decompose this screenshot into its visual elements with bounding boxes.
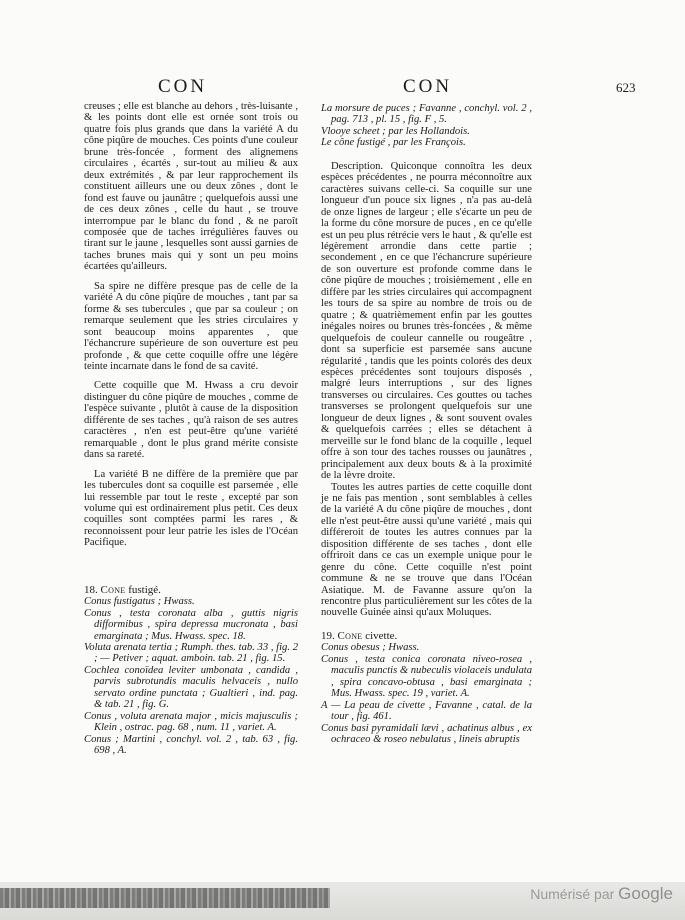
google-logo-text: Google <box>618 884 673 903</box>
synonym-line: Vlooye scheet ; par les Hollandois. <box>321 125 470 137</box>
synonym-line: Conus , voluta arenata major , micis majusculis ; Klein , ostrac. pag. 68 , num. 11 , variet. A. <box>84 710 298 734</box>
digitization-watermark <box>530 884 673 904</box>
entry-genus: Cone <box>100 583 126 596</box>
watermark-prefix: Numérisé par <box>530 886 615 902</box>
entry-title-18 <box>84 585 298 596</box>
paragraph: Cette coquille que M. Hwass a cru devoir distinguer du cône piqûre de mouches , comme de l'espèce suivante , plutôt à cause de la disposition différente de ses taches , qu'à raison de ses autres caractères , n'en est peut-être qu'une variété remarquable , dont le plus grand mérite consiste dans sa rareté. <box>84 380 298 461</box>
synonym-line: Conus obesus ; Hwass. <box>321 642 420 654</box>
paragraph: creuses ; elle est blanche au dehors , très-luisante , & les points dont elle est ornée sont trois ou quatre fois plus grands que dans la variété A du cône piqûre de mouches. Ces points d'une couleur brune très-foncée , forment des alignemens circulaires , écartés , sur-tout au milieu & aux deux extrémités , & par leur rapprochement ils constituent ailleurs une ou deux zônes , dont le fond est fauve ou jaunâtre ; quelquefois aussi une de ces deux zônes , celle du haut , se trouve interrompue par le blanc du fond , & ne paroît composée que de taches irrégulières fauves ou tirant sur le jaune , lesquelles sont aussi garnies de taches brunes mais qui y sont un peu moins écartées qu'ailleurs. <box>84 101 298 273</box>
synonym-line: Conus , testa conica coronata niveo-rosea , maculis punctis & nubeculis violaceis undulata , spira concavo-obtusa , basi emarginata ; Mus. Hwass. spec. 19 , variet. A. <box>321 653 532 700</box>
left-column <box>84 101 298 757</box>
synonym-line: La morsure de puces ; Favanne , conchyl. vol. 2 , pag. 713 , pl. 15 , fig. F , 5. <box>321 103 532 126</box>
right-column <box>321 101 532 745</box>
entry-number: 19. <box>321 629 335 642</box>
synonym-line: A — La peau de civette , Favanne , catal. de la tour , fig. 461. <box>321 699 532 723</box>
entry-epithet: fustigé. <box>128 583 161 596</box>
synonym-line: Conus basi pyramidali lævi , achatinus albus , ex ochraceo & roseo nebulatus , lineis abruptis <box>321 722 532 746</box>
synonym-line: Conus , testa coronata alba , guttis nigris difformibus , spira depressa mucronata , basi emarginata ; Mus. Hwass. spec. 18. <box>84 607 298 642</box>
synonym-line: Conus fustigatus ; Hwass. <box>84 596 195 608</box>
entry-genus: Cone <box>337 629 363 642</box>
scan-artifact <box>0 888 330 908</box>
entry-number: 18. <box>84 583 98 596</box>
paragraph: Toutes les autres parties de cette coquille dont je ne fais pas mention , sont semblables à celles de la variété A du cône piqûre de mouches , dont elle n'est peut-être aussi qu'une variété , mais qui différeroit de toutes les autres connues par la disposition différente de ses taches , dont elle offriroit dans ce cas un exemple unique pour le genre du cône. Cette coquille n'est point commune & ne se trouve que dans l'Océan Asiatique. M. de Favanne assure qu'on la rencontre plus particulièrement sur les côtes de la nouvelle Guinée ainsi qu'aux Moluques. <box>321 481 532 619</box>
synonym-line: Conus ; Martini , conchyl. vol. 2 , tab. 63 , fig. 698 , A. <box>84 733 298 757</box>
running-head-left: CON <box>158 76 208 97</box>
paragraph: La variété B ne diffère de la première que par les tubercules dont sa coquille est parsemée , elle lui ressemble par tout le reste , excepté par son volume qui est ordinairement plus petit. Ces deux coquilles sont comptées parmi les rares , & reconnoissent pour leur patrie les isles de l'Océan Pacifique. <box>84 468 298 549</box>
page-number: 623 <box>616 80 636 95</box>
running-head-right: CON <box>403 76 453 97</box>
synonym-line: Voluta arenata tertia ; Rumph. thes. tab. 33 , fig. 2 ; — Petiver ; aquat. amboin. tab. 21 , fig. 15. <box>84 642 298 665</box>
paragraph: Sa spire ne diffère presque pas de celle de la variété A du cône piqûre de mouches , tant par sa forme & ses tubercules , que par sa couleur ; on remarque seulement que les stries circulaires y sont beaucoup moins apparentes , que l'échancrure supérieure de son ouverture est peu profonde , & que cette coquille offre une légère teinte incarnate dans le fond de sa cavité. <box>84 280 298 372</box>
entry-epithet: civette. <box>365 629 398 642</box>
paragraph: Description. Quiconque connoîtra les deux espèces précédentes , ne pourra méconnoître aux caractères suivans celle-ci. Sa coquille sur une longueur d'un pouce six lignes , n'a pas au-delà de onze lignes de largeur ; elle s'écarte un peu de la forme du cône morsure de puces , en ce qu'elle est un peu plus rétrécie vers le haut , & qu'elle est légèrement arrondie dans cette partie ; secondement , en ce que l'échancrure supérieure de son ouverture est profonde comme dans le cône piqûre de mouches ; troisièmement , elle en diffère par les stries circulaires qui accompagnent les tours de sa spire au nombre de trois ou de quatre ; & quatrièmement enfin par les gouttes inégales noires ou brunes très-foncées , & même quelquefois de couleur cannelle ou rougeâtre , dont sa superficie est parsemée sans aucune régularité , tandis que les points colorés des deux espèces précédentes sont toujours disposés , malgré leurs interruptions , sur des lignes transverses ou circulaires. Ces gouttes ou taches transverses se prolongent quelquefois sur une longueur de deux lignes , & sont souvent ovales & quelquefois carrées ; elles se détachent à merveille sur le fond blanc de la coquille , lequel offre à son tour des taches rousses ou jaunâtres , principalement aux deux bouts & à la proximité de la lèvre droite. <box>321 160 532 482</box>
synonym-line: Le cône fustigé , par les François. <box>321 137 466 149</box>
entry-title-19 <box>321 631 532 642</box>
synonym-line: Cochlea conoïdea leviter umbonata , candida , parvis subrotundis maculis helvaceis , nullo servato ordine punctata ; Gualtieri , ind. pag. & tab. 21 , fig. G. <box>84 664 298 711</box>
